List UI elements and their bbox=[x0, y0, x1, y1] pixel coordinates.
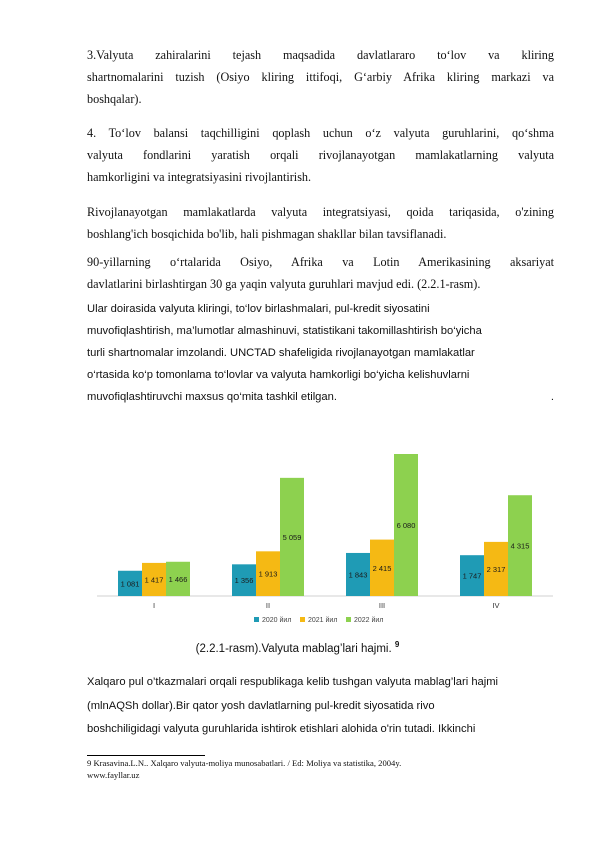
text-line: muvofiqlashtirish, ma’lumotlar almashinuvi, statistikani takomillashtirish bo‘yicha bbox=[87, 325, 482, 337]
data-label: 1 913 bbox=[258, 569, 278, 579]
caption-text: (2.2.1-rasm).Valyuta mablag’lari hajmi. bbox=[195, 642, 395, 655]
text-line: 4. To‘lov balansi taqchilligini qoplash uchun o‘z valyuta guruhlarini, qo‘shma bbox=[87, 126, 554, 140]
data-label: 2 415 bbox=[372, 563, 392, 573]
tick-label: I bbox=[152, 601, 156, 610]
text-line: shartnomalarini tuzish (Osiyo kliring ittifoqi, G‘arbiy Afrika kliring markazi va bbox=[87, 70, 554, 84]
caption-footnote-ref: 9 bbox=[394, 640, 400, 649]
legend-swatch bbox=[346, 617, 351, 622]
tick-label: II bbox=[265, 601, 271, 610]
text-line: 90-yillarning o‘rtalarida Osiyo, Afrika va Lotin Amerikasining aksariyat bbox=[87, 255, 554, 269]
data-label: 1 843 bbox=[348, 570, 368, 580]
footnote-separator bbox=[87, 755, 205, 756]
legend-label: 2022 йил bbox=[354, 617, 384, 624]
data-label: 1 081 bbox=[120, 579, 140, 589]
legend-label: 2021 йил bbox=[308, 617, 338, 624]
text-line: valyuta fondlarini yaratish orqali rivojlanayotgan mamlakatlarning valyuta bbox=[87, 148, 554, 162]
figure-caption bbox=[0, 640, 595, 655]
text-line: boshqalar). bbox=[87, 92, 142, 106]
footnote-text: 9 Krasavina.L.N.. Xalqaro valyuta-moliya munosabatlari. / Ed: Moliya va statistika, 2004y. bbox=[87, 758, 402, 768]
text-line: boshlang'ich bosqichida bo'lib, hali pishmagan shakllar bilan tavsiflanadi. bbox=[87, 227, 447, 241]
tick-label: IV bbox=[492, 601, 500, 610]
text-line: Ular doirasida valyuta kliringi, to‘lov birlashmalari, pul-kredit siyosatini bbox=[87, 303, 430, 315]
legend-swatch bbox=[300, 617, 305, 622]
text-line: boshchiligidagi valyuta guruhlarida ishtirok etishlari alohida o'rin tutadi. Ikkinchi bbox=[87, 723, 476, 735]
text-line: o‘rtasida ko‘p tomonlama to‘lovlar va valyuta hamkorligi bo‘yicha kelishuvlarni bbox=[87, 369, 470, 381]
text-line: 3.Valyuta zahiralarini tejash maqsadida davlatlararo to‘lov va kliring bbox=[87, 48, 554, 62]
data-label: 4 315 bbox=[510, 541, 530, 551]
data-label: 1 356 bbox=[234, 576, 254, 586]
bar-chart bbox=[89, 404, 558, 630]
data-label: 6 080 bbox=[396, 521, 416, 530]
text-line: Rivojlanayotgan mamlakatlarda valyuta integratsiyasi, qoida tariqasida, o'zining bbox=[87, 205, 554, 219]
data-label: 1 466 bbox=[168, 574, 188, 584]
data-label: 5 059 bbox=[282, 532, 302, 542]
text-line: muvofiqlashtiruvchi maxsus qo‘mita tashkil etilgan. bbox=[87, 391, 337, 403]
text-line: davlatlarini birlashtirgan 30 ga yaqin valyuta guruhlari mavjud edi. (2.2.1-rasm). bbox=[87, 277, 481, 291]
legend-swatch bbox=[254, 617, 259, 622]
data-label: 1 417 bbox=[144, 575, 164, 585]
text-line: (mlnAQSh dollar).Bir qator yosh davlatlarning pul-kredit siyosatida rivo bbox=[87, 700, 435, 712]
text-line: hamkorligini va integratsiyasini rivojlantirish. bbox=[87, 170, 312, 184]
text-line: turli shartnomalar imzolandi. UNCTAD shafeligida rivojlanayotgan mamlakatlar bbox=[87, 347, 475, 359]
trailing-dot: . bbox=[550, 391, 554, 403]
tick-label: III bbox=[378, 601, 386, 610]
legend-label: 2020 йил bbox=[262, 617, 292, 624]
data-label: 1 747 bbox=[462, 571, 482, 581]
footnote-site: www.fayllar.uz bbox=[87, 770, 140, 780]
data-label: 2 317 bbox=[486, 564, 506, 574]
text-line: Xalqaro pul o’tkazmalari orqali respublikaga kelib tushgan valyuta mablag’lari hajmi bbox=[87, 676, 499, 688]
